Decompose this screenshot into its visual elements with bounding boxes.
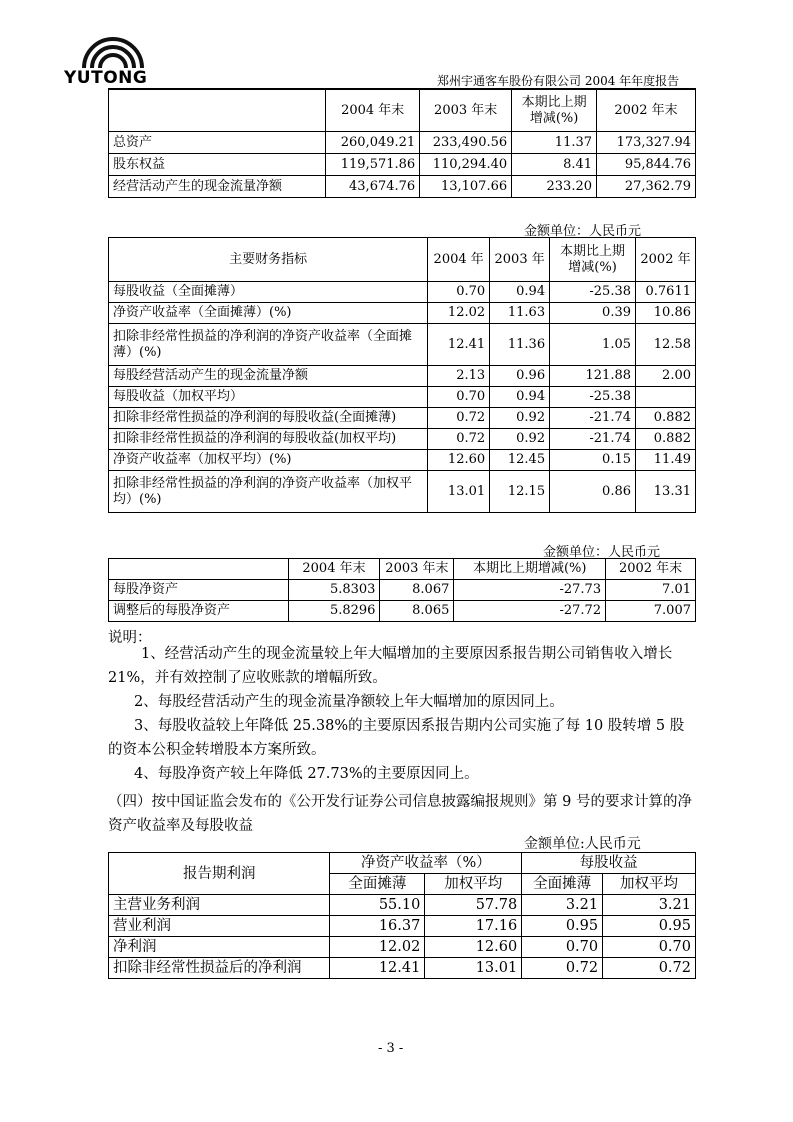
table-cell: 0.882 bbox=[636, 429, 696, 450]
table-cell: 7.01 bbox=[606, 580, 696, 601]
table-header-cell: 报告期利润 bbox=[109, 853, 330, 895]
row-label: 扣除非经常性损益的净利润的净资产收益率（加权平均）(%) bbox=[109, 471, 428, 513]
row-label: 每股收益（加权平均） bbox=[109, 387, 428, 408]
table-cell: -25.38 bbox=[550, 282, 636, 303]
table-cell: 0.94 bbox=[490, 387, 550, 408]
table-cell: 55.10 bbox=[330, 895, 425, 916]
logo-text: YUTONG bbox=[64, 68, 148, 88]
table-cell: 12.15 bbox=[490, 471, 550, 513]
table-header-cell: 2003 年末 bbox=[380, 559, 454, 580]
table-header-cell: 主要财务指标 bbox=[109, 238, 428, 282]
table-cell: 0.86 bbox=[550, 471, 636, 513]
table-cell: 0.72 bbox=[428, 408, 490, 429]
table-header-cell: 2003 年 bbox=[490, 238, 550, 282]
table-row bbox=[109, 408, 696, 429]
table-row bbox=[109, 429, 696, 450]
row-label: 经营活动产生的现金流量净额 bbox=[109, 176, 326, 198]
table-cell: 260,049.21 bbox=[326, 132, 420, 154]
table-cell: 13.01 bbox=[428, 471, 490, 513]
table-cell: 110,294.40 bbox=[420, 154, 512, 176]
table-cell: 13.31 bbox=[636, 471, 696, 513]
table-cell: -21.74 bbox=[550, 429, 636, 450]
table-cell: 233,490.56 bbox=[420, 132, 512, 154]
row-label: 股东权益 bbox=[109, 154, 326, 176]
table-header-cell: 每股收益 bbox=[522, 853, 696, 874]
table-cell: 0.92 bbox=[490, 429, 550, 450]
table-cell: 57.78 bbox=[425, 895, 522, 916]
row-label: 扣除非经常性损益的净利润的净资产收益率（全面摊薄）(%) bbox=[109, 324, 428, 366]
table-cell: 5.8303 bbox=[288, 580, 380, 601]
table-row bbox=[109, 958, 696, 979]
row-label: 每股经营活动产生的现金流量净额 bbox=[109, 366, 428, 387]
table-row bbox=[109, 916, 696, 937]
table-row bbox=[109, 366, 696, 387]
table-header-cell: 净资产收益率（%） bbox=[330, 853, 522, 874]
table-cell: 233.20 bbox=[512, 176, 597, 198]
table-header-cell: 2004 年 bbox=[428, 238, 490, 282]
table-cell: 1.05 bbox=[550, 324, 636, 366]
table-row bbox=[109, 132, 696, 154]
row-label: 净资产收益率（全面摊薄）(%) bbox=[109, 303, 428, 324]
table-key-assets bbox=[108, 89, 696, 198]
table-cell: -27.72 bbox=[454, 601, 606, 622]
table-cell: 12.60 bbox=[425, 937, 522, 958]
table-cell: 5.8296 bbox=[288, 601, 380, 622]
table-cell: -25.38 bbox=[550, 387, 636, 408]
table-cell: 0.96 bbox=[490, 366, 550, 387]
table-row bbox=[109, 937, 696, 958]
table-row bbox=[109, 471, 696, 513]
table-cell: 17.16 bbox=[425, 916, 522, 937]
yutong-arcs-icon bbox=[78, 34, 148, 68]
row-label: 总资产 bbox=[109, 132, 326, 154]
table-cell: 0.7611 bbox=[636, 282, 696, 303]
table-header-cell: 2004 年末 bbox=[288, 559, 380, 580]
table-cell: 0.72 bbox=[522, 958, 603, 979]
table-cell: -21.74 bbox=[550, 408, 636, 429]
unit-label: 金额单位：人民币元 bbox=[524, 224, 642, 239]
row-label: 调整后的每股净资产 bbox=[109, 601, 289, 622]
row-label: 每股收益（全面摊薄） bbox=[109, 282, 428, 303]
table-cell: 121.88 bbox=[550, 366, 636, 387]
table-header-cell: 2003 年末 bbox=[420, 90, 512, 132]
unit-label: 金额单位：人民币元 bbox=[543, 545, 661, 560]
table-cell: 12.02 bbox=[428, 303, 490, 324]
table-header-cell: 全面摊薄 bbox=[330, 874, 425, 895]
table-cell: 11.37 bbox=[512, 132, 597, 154]
table-header-cell: 全面摊薄 bbox=[522, 874, 603, 895]
page-number: - 3 - bbox=[378, 1041, 404, 1056]
table-header-cell: 加权平均 bbox=[425, 874, 522, 895]
table-cell: 8.065 bbox=[380, 601, 454, 622]
table-header-cell: 2004 年末 bbox=[326, 90, 420, 132]
table-cell: 0.15 bbox=[550, 450, 636, 471]
table-header-cell: 本期比上期增减(%) bbox=[550, 238, 636, 282]
table-cell: 0.39 bbox=[550, 303, 636, 324]
table-cell: 11.49 bbox=[636, 450, 696, 471]
table-cell: 0.70 bbox=[522, 937, 603, 958]
table-cell: 0.70 bbox=[603, 937, 696, 958]
table-cell: 43,674.76 bbox=[326, 176, 420, 198]
table-row bbox=[109, 895, 696, 916]
table-cell: -27.73 bbox=[454, 580, 606, 601]
table-row bbox=[109, 282, 696, 303]
table-cell: 12.41 bbox=[330, 958, 425, 979]
row-label: 净资产收益率（加权平均）(%) bbox=[109, 450, 428, 471]
table-cell: 12.02 bbox=[330, 937, 425, 958]
table-header-cell bbox=[109, 90, 326, 132]
company-logo bbox=[64, 34, 160, 90]
table-net-assets-per-share bbox=[108, 558, 696, 622]
table-cell: 0.94 bbox=[490, 282, 550, 303]
table-row bbox=[109, 176, 696, 198]
row-label: 主营业务利润 bbox=[109, 895, 330, 916]
table-row bbox=[109, 303, 696, 324]
row-label: 扣除非经常性损益的净利润的每股收益(全面摊薄) bbox=[109, 408, 428, 429]
table-cell: 95,844.76 bbox=[597, 154, 696, 176]
table-header-cell: 加权平均 bbox=[603, 874, 696, 895]
table-cell: 119,571.86 bbox=[326, 154, 420, 176]
table-cell: 2.13 bbox=[428, 366, 490, 387]
table-cell: 0.72 bbox=[428, 429, 490, 450]
table-header-cell: 本期比上期增减(%) bbox=[454, 559, 606, 580]
table-cell: 13,107.66 bbox=[420, 176, 512, 198]
table-header-cell: 2002 年末 bbox=[606, 559, 696, 580]
table-row bbox=[109, 324, 696, 366]
note-item-2: 2、每股经营活动产生的现金流量净额较上年大幅增加的原因同上。 bbox=[134, 694, 564, 710]
table-cell: 0.70 bbox=[428, 282, 490, 303]
table-cell: 0.92 bbox=[490, 408, 550, 429]
row-label: 净利润 bbox=[109, 937, 330, 958]
table-financial-indicators bbox=[108, 237, 696, 513]
table-cell: 16.37 bbox=[330, 916, 425, 937]
table-cell: 0.72 bbox=[603, 958, 696, 979]
table-cell: 3.21 bbox=[522, 895, 603, 916]
table-header-cell: 2002 年末 bbox=[597, 90, 696, 132]
table-header-cell: 2002 年 bbox=[636, 238, 696, 282]
table-cell: 3.21 bbox=[603, 895, 696, 916]
notes-title: 说明： bbox=[108, 630, 152, 646]
report-title: 郑州宇通客车股份有限公司 2004 年年度报告 bbox=[437, 74, 680, 88]
row-label: 每股净资产 bbox=[109, 580, 289, 601]
table-cell: 27,362.79 bbox=[597, 176, 696, 198]
table-row bbox=[109, 601, 696, 622]
table-cell: 0.95 bbox=[522, 916, 603, 937]
table-row bbox=[109, 580, 696, 601]
table-row bbox=[109, 154, 696, 176]
table-cell: 12.58 bbox=[636, 324, 696, 366]
note-item-3: 3、每股收益较上年降低 25.38%的主要原因系报告期内公司实施了每 10 股转增 5 股的资本公积金转增股本方案所致。 bbox=[108, 718, 685, 758]
row-label: 营业利润 bbox=[109, 916, 330, 937]
table-header-cell bbox=[109, 559, 289, 580]
row-label: 扣除非经常性损益的净利润的每股收益(加权平均) bbox=[109, 429, 428, 450]
table-cell: 11.63 bbox=[490, 303, 550, 324]
table-cell: 8.41 bbox=[512, 154, 597, 176]
table-cell: 12.60 bbox=[428, 450, 490, 471]
table-cell: 12.45 bbox=[490, 450, 550, 471]
table-cell: 2.00 bbox=[636, 366, 696, 387]
table-row bbox=[109, 450, 696, 471]
note-item-4: 4、每股净资产较上年降低 27.73%的主要原因同上。 bbox=[134, 766, 479, 782]
table-cell: 173,327.94 bbox=[597, 132, 696, 154]
table-cell: 8.067 bbox=[380, 580, 454, 601]
table-cell: 11.36 bbox=[490, 324, 550, 366]
table-cell: 0.70 bbox=[428, 387, 490, 408]
table-cell: 0.95 bbox=[603, 916, 696, 937]
table-cell: 0.882 bbox=[636, 408, 696, 429]
unit-label: 金额单位:人民币元 bbox=[524, 836, 641, 852]
table-header-cell: 本期比上期增减(%) bbox=[512, 90, 597, 132]
table-cell: 13.01 bbox=[425, 958, 522, 979]
row-label: 扣除非经常性损益后的净利润 bbox=[109, 958, 330, 979]
table-row bbox=[109, 387, 696, 408]
table-cell: 10.86 bbox=[636, 303, 696, 324]
table-roe-eps bbox=[108, 852, 696, 979]
table-cell bbox=[636, 387, 696, 408]
section-4-title: （四）按中国证监会发布的《公开发行证券公司信息披露编报规则》第 9 号的要求计算的净资产收益率及每股收益 bbox=[108, 794, 692, 834]
table-cell: 12.41 bbox=[428, 324, 490, 366]
note-item-1: 1、经营活动产生的现金流量较上年大幅增加的主要原因系报告期公司销售收入增长 21%，并有效控制了应收账款的增幅所致。 bbox=[108, 646, 673, 686]
table-cell: 7.007 bbox=[606, 601, 696, 622]
